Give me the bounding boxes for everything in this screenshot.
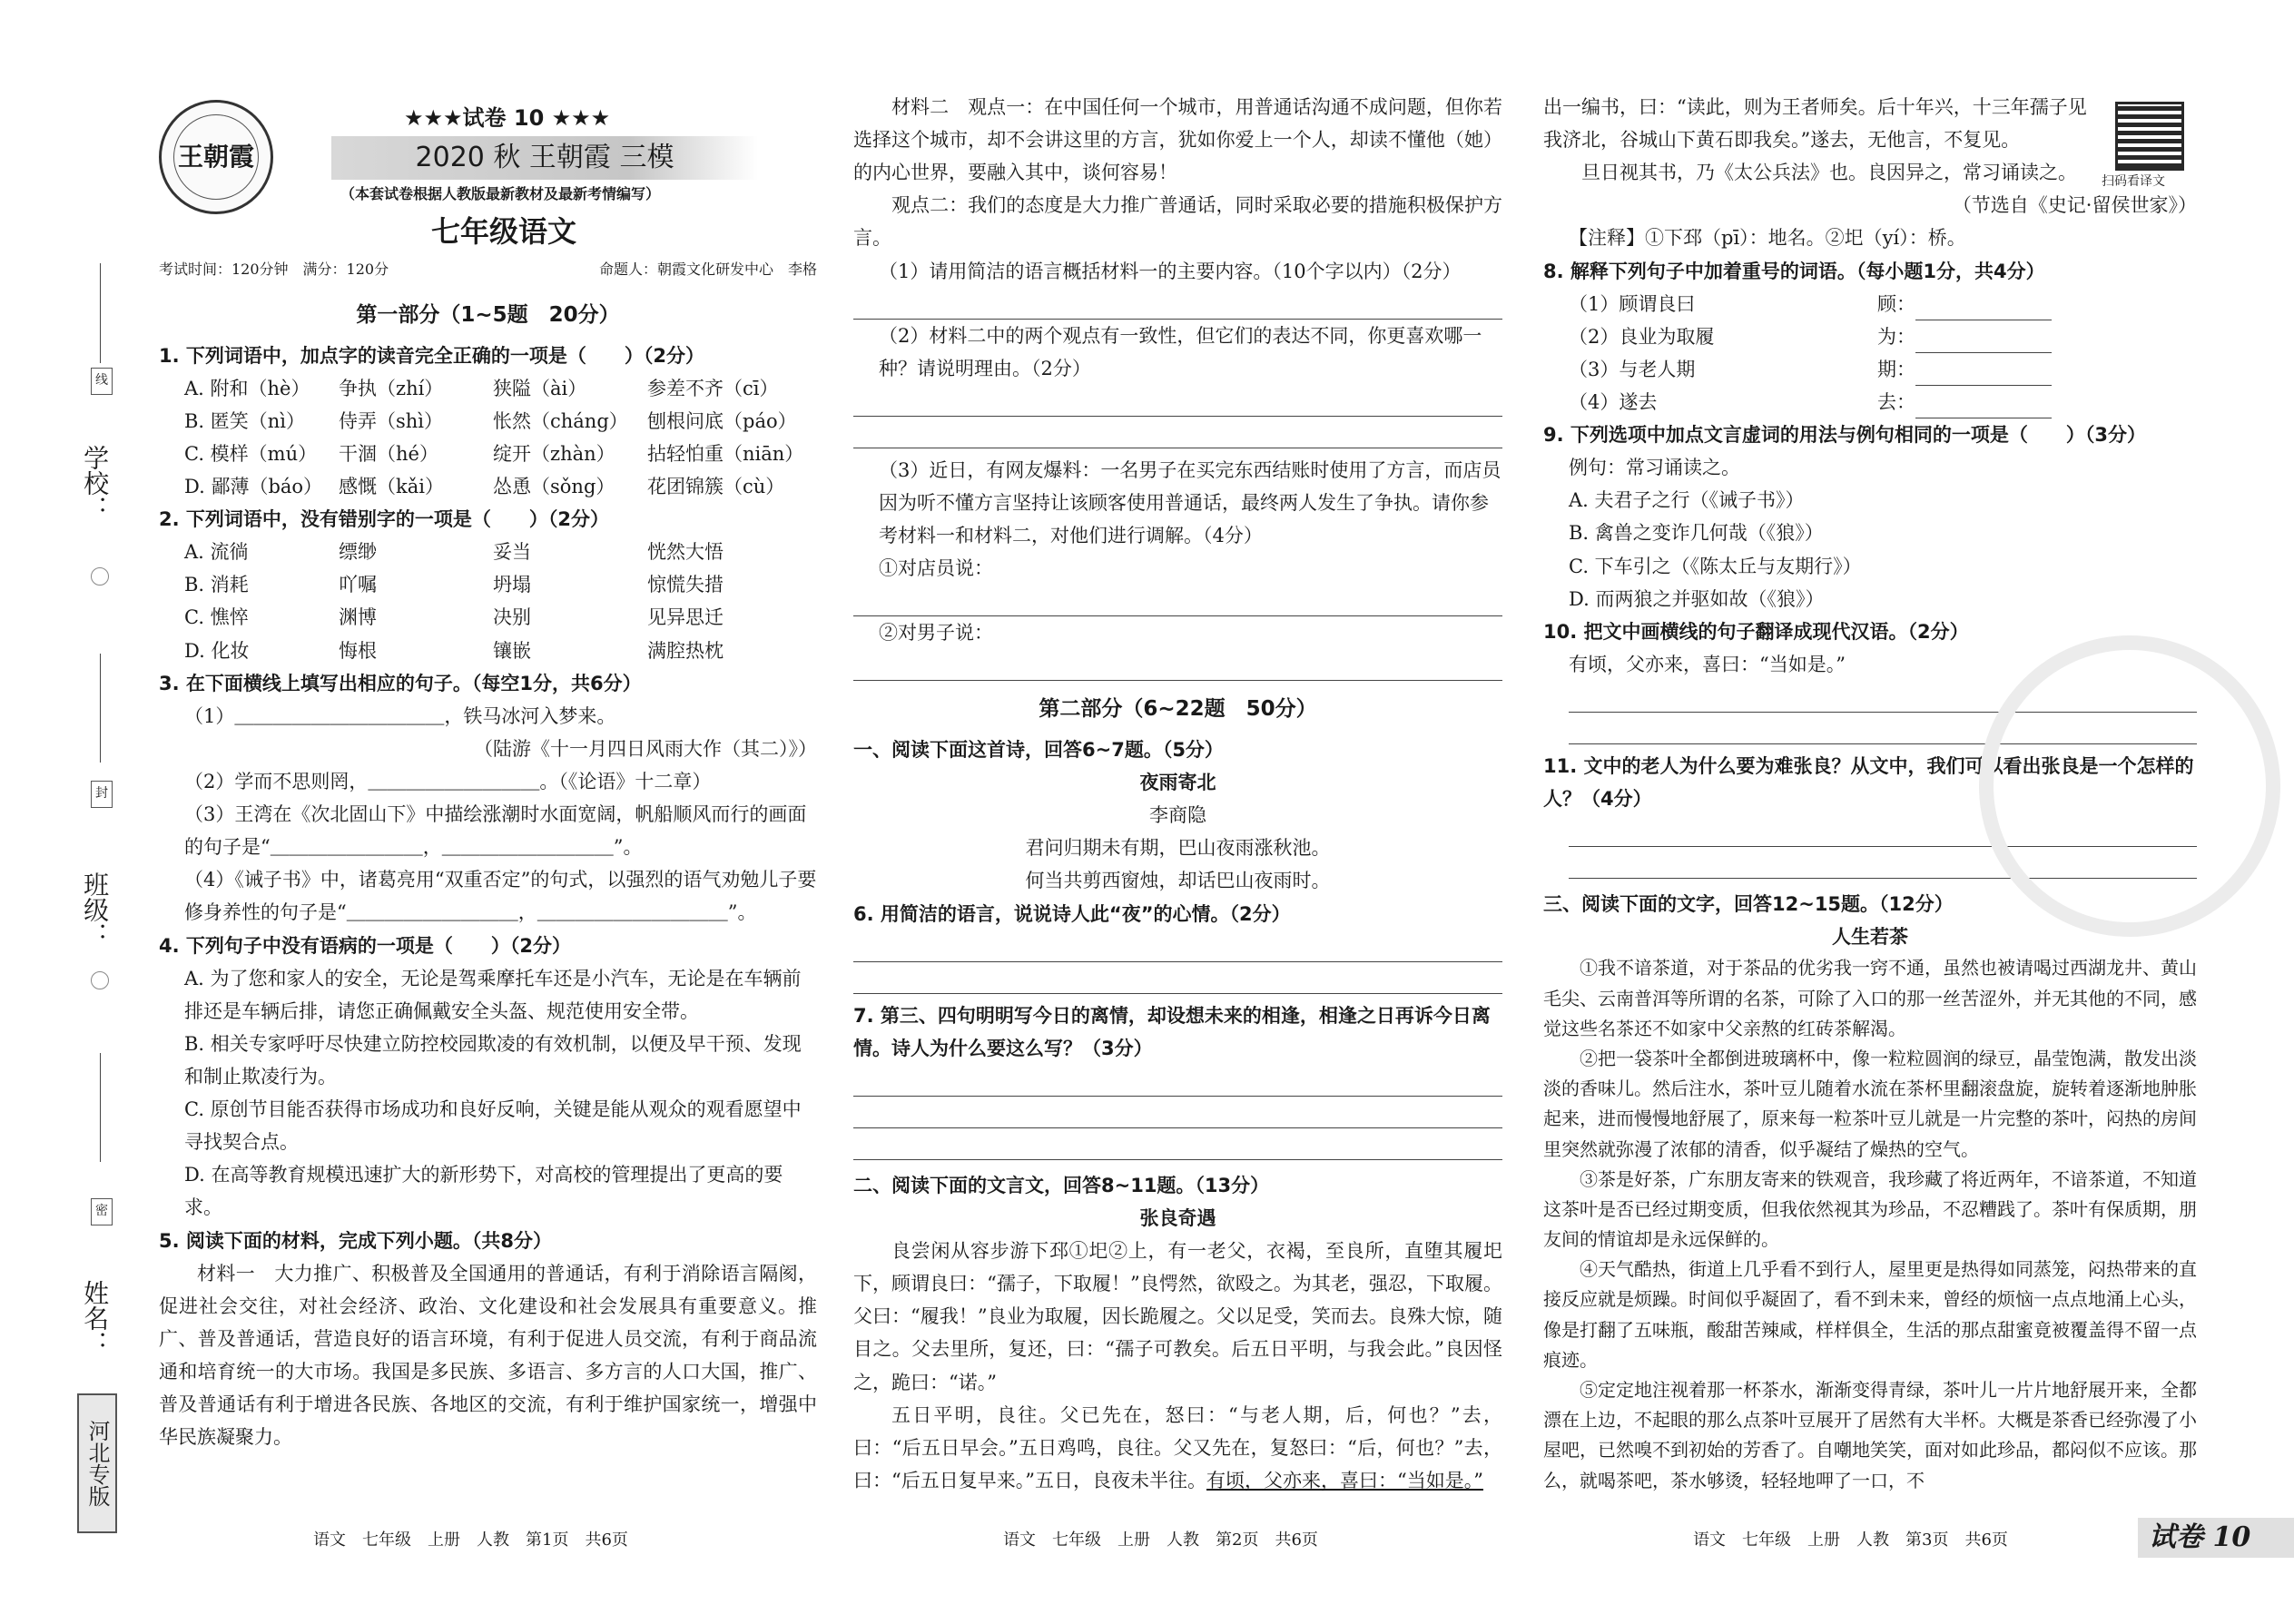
q5-material-1: 材料一 大力推广、积极普及全国通用的普通话，有利于消除语言隔阂，促进社会交往，对社会经济、政治、文化建设和社会发展具有重要意义。推广、普及普通话，营造良好的语言环境，有利于促进人员交流，有利于商品流通和培育统一的大市场。我国是多民族、多语言、多方言的人口大国，推广、普及普通话有利于增进各民族、各地区的交流，有利于维护国家统一，增强中华民族凝聚力。 — [159, 1262, 817, 1449]
q9-example: 例句：常习诵读之。 — [1569, 457, 1740, 479]
q3-stem: 3. 在下面横线上填写出相应的句子。（每空1分，共6分） — [159, 672, 642, 694]
option: 坍塌 — [493, 574, 531, 596]
q3-item-3: （3）王湾在《次北固山下》中描绘涨潮时水面宽阔，帆船顺风而行的画面的句子是“＿＿＿＿＿＿＿＿，＿＿＿＿＿＿＿＿＿”。 — [184, 803, 807, 859]
q5-sub-2: （2）材料二中的两个观点有一致性，但它们的表达不同，你更喜欢哪一种？请说明理由。（2分） — [879, 324, 1482, 379]
q8-stem: 8. 解释下列句子中加着重号的词语。（每小题1分，共4分） — [1543, 260, 2045, 282]
binding-strip — [64, 254, 136, 1525]
option: D. 化妆 — [184, 639, 250, 662]
poem-line-1: 君问归期未有期，巴山夜雨涨秋池。 — [1025, 837, 1331, 860]
essay-para-5: ⑤定定地注视着那一杯茶水，渐渐变得青绿，茶叶儿一片片地舒展开来，全都漂在上边，不起眼的那么点茶叶豆展开了居然有大半杯。大概是茶香已经弥漫了小屋吧，已然嗅不到初始的芳香了。自嘲地笑笑，面对如此珍品，都闷似不应该。那么，就喝茶吧，茶水够烫，轻轻地呷了一口，不 — [1543, 1379, 2197, 1491]
q4-option-c: C. 原创节目能否获得市场成功和良好反响，关键是能从观众的观看愿望中寻找契合点。 — [184, 1098, 802, 1154]
q4-option-d: D. 在高等教育规模迅速扩大的新形势下，对高校的管理提出了更高的要求。 — [184, 1164, 783, 1219]
option: 刨根问底（páo） — [647, 409, 797, 432]
time-info: 考试时间：120分钟 满分：120分 — [159, 261, 389, 278]
q4-option-b: B. 相关专家呼吁尽快建立防控校园欺凌的有效机制，以便及早干预、发现和制止欺凌行为。 — [184, 1032, 802, 1088]
option: 干涸（hé） — [339, 442, 438, 465]
classical-para-2-cont: 出一编书，曰：“读此，则为王者师矣。后十年兴，十三年孺子见我济北，谷城山下黄石即我矣。”遂去，无他言，不复见。 — [1543, 96, 2087, 152]
classical-para-2: 五日平明，良往。父已先在，怒曰：“与老人期，后，何也？”去，曰：“后五日早会。”五日鸡鸣，良往。父又先在，复怒曰：“后，何也？”去，曰：“后五日复早来。”五日，良夜未半往。有顷，父亦来，喜曰：“当如是。” — [853, 1403, 1502, 1491]
poem-author: 李商隐 — [1149, 804, 1206, 827]
q5-material-2b: 观点二：我们的态度是大力推广普通话，同时采取必要的措施积极保护方言。 — [853, 194, 1502, 250]
answer-line[interactable] — [853, 649, 1502, 681]
q3-item-1: （1）＿＿＿＿＿＿＿＿＿＿＿，铁马冰河入梦来。 — [184, 704, 616, 727]
exam-header — [159, 100, 817, 263]
q5-stem: 5. 阅读下面的材料，完成下列小题。（共8分） — [159, 1229, 553, 1252]
q8-item: （4）遂去 去： — [1543, 386, 2197, 418]
seal-mark: 线 — [91, 368, 113, 395]
q11-stem: 11. 文中的老人为什么要为难张良？从文中，我们可以看出张良是一个怎样的人？（4分） — [1543, 754, 2194, 811]
qr-code[interactable] — [2115, 102, 2184, 171]
part2-title: 第二部分（6~22题 50分） — [1039, 697, 1317, 722]
watermark-stamp — [1979, 635, 2280, 937]
exam-tag: 试卷 10 — [2138, 1518, 2294, 1558]
option: 怂恿（sǒng） — [493, 475, 615, 497]
publisher-logo: 王朝霞 — [159, 100, 273, 214]
q10-sentence: 有顷，父亦来，喜曰：“当如是。” — [1569, 653, 1846, 675]
poem-title: 夜雨寄北 — [1139, 772, 1216, 794]
q4-stem: 4. 下列句子中没有语病的一项是（ ）（2分） — [159, 934, 572, 957]
seal-mark: 封 — [91, 781, 113, 808]
q3-item-2: （2）学而不思则罔，＿＿＿＿＿＿＿＿＿。（《论语》十二章） — [184, 770, 712, 792]
option: 满腔热枕 — [647, 639, 724, 662]
essay-para-3: ③茶是好茶，广东朋友寄来的铁观音，我珍藏了将近两年，不谙茶道，不知道这茶叶是否已经过期变质，但我依然视其为珍品，不忍糟践了。茶叶有保质期，朋友间的情谊却是永远保鲜的。 — [1543, 1167, 2197, 1251]
option: 狭隘（ài） — [493, 377, 587, 399]
option: 妥当 — [493, 541, 531, 564]
answer-line[interactable] — [853, 962, 1502, 994]
option: 恍然大悟 — [647, 541, 724, 564]
q1-options — [159, 372, 817, 503]
q9-option-d: D. 而两狼之并驱如故（《狼》） — [1569, 587, 1825, 610]
q5-sub-1: （1）请用简洁的语言概括材料一的主要内容。（10个字以内）（2分） — [879, 260, 1462, 282]
classical-text-title: 张良奇遇 — [1139, 1206, 1216, 1229]
q9-option-a: A. 夫君子之行（《诫子书》） — [1569, 489, 1805, 512]
author-info: 命题人：朝霞文化研发中心 李格 — [598, 261, 817, 278]
q9-stem: 9. 下列选项中加点文言虚词的用法与例句相同的一项是（ ）（3分） — [1543, 424, 2147, 447]
q8-item: （3）与老人期 期： — [1543, 353, 2197, 386]
edition-badge: 河北专版 — [77, 1393, 117, 1533]
essay-para-2: ②把一袋茶叶全都倒进玻璃杯中，像一粒粒圆润的绿豆，晶莹饱满，散发出淡淡的香味儿。然后注水，茶叶豆儿随着水流在茶杯里翻滚盘旋，旋转着逐渐地肿胀起来，进而慢慢地舒展了，原来每一粒茶叶豆儿就是一片完整的茶叶，闷热的房间里突然就弥漫了浓郁的清香，似乎凝结了燥热的空气。 — [1543, 1047, 2197, 1160]
option: 决别 — [493, 606, 531, 629]
answer-line[interactable] — [853, 930, 1502, 962]
option: 拈轻怕重（niān） — [647, 442, 804, 465]
classical-para-1: 良尝闲从容步游下邳①圯②上，有一老父，衣褐，至良所，直堕其履圯下，顾谓良曰：“孺子，下取履！”良愕然，欲殴之。为其老，强忍，下取履。父曰：“履我！”良业为取履，因长跪履之。父以足受，笑而去。良殊大惊，随目之。父去里所，复还，曰：“孺子可教矣。后五日平明，与我会此。”良因怪之，跪曰：“诺。” — [853, 1240, 1502, 1393]
binding-line — [100, 654, 101, 763]
classical-source: （节选自《史记·留侯世家》） — [1952, 194, 2197, 217]
answer-line[interactable] — [853, 1128, 1502, 1160]
exam-subtitle: （本套试卷根据人教版最新教材及最新考情编写） — [340, 185, 661, 202]
option: 感慨（kǎi） — [339, 475, 444, 497]
answer-line[interactable] — [853, 1065, 1502, 1097]
q6-stem: 6. 用简洁的语言，说说诗人此“夜”的心情。（2分） — [853, 902, 1291, 925]
option: B. 消耗 — [184, 574, 249, 596]
q3-item-4: （4）《诫子书》中，诸葛亮用“双重否定”的句式，以强烈的语气劝勉儿子要修身养性的句子是“＿＿＿＿＿＿＿＿＿，＿＿＿＿＿＿＿＿＿＿”。 — [184, 869, 817, 924]
q9-option-c: C. 下车引之（《陈太丘与友期行》） — [1569, 555, 1862, 577]
answer-line[interactable] — [853, 385, 1502, 417]
page-footer-3: 语文 七年级 上册 人教 第3页 共6页 — [1693, 1530, 2008, 1550]
option: 争执（zhí） — [339, 377, 444, 399]
section-1-heading: 一、阅读下面这首诗，回答6~7题。（5分） — [853, 738, 1224, 761]
q3-source: （陆游《十一月四日风雨大作（其二）》） — [474, 737, 817, 760]
q2-options — [159, 536, 817, 666]
underlined-sentence: 有顷，父亦来，喜曰：“当如是。” — [1206, 1469, 1483, 1491]
option: C. 憔悴 — [184, 606, 249, 629]
poem-line-2: 何当共剪西窗烛，却话巴山夜雨时。 — [1025, 870, 1331, 892]
answer-line[interactable] — [853, 288, 1502, 320]
q7-stem: 7. 第三、四句明明写今日的离情，却设想未来的相逢，相逢之日再诉今日离情。诗人为什么要这么写？（3分） — [853, 1004, 1491, 1059]
option: 吖嘱 — [339, 574, 377, 596]
option: 怅然（cháng） — [493, 409, 628, 432]
qr-label: 扫码看译文 — [2102, 174, 2165, 189]
binding-line — [100, 263, 101, 363]
name-label: 姓名： — [80, 1280, 111, 1356]
option: 侍弄（shì） — [339, 409, 444, 432]
q5-sub-3a: ①对店员说： — [879, 557, 993, 580]
option: 参差不齐（cī） — [647, 377, 779, 399]
answer-line[interactable] — [853, 417, 1502, 448]
q4-option-a: A. 为了您和家人的安全，无论是驾乘摩托车还是小汽车，无论是在车辆前排还是车辆后排，请您正确佩戴安全头盔、规范使用安全带。 — [184, 967, 802, 1022]
school-label: 学校： — [80, 445, 111, 521]
exam-info — [159, 257, 817, 282]
section-2-heading: 二、阅读下面的文言文，回答8~11题。（13分） — [853, 1174, 1270, 1196]
classical-notes: 【注释】①下邳（pī）：地名。②圯（yí）：桥。 — [1569, 227, 1966, 250]
answer-line[interactable] — [853, 1097, 1502, 1128]
option: 见异思迁 — [647, 606, 724, 629]
answer-line[interactable] — [853, 585, 1502, 616]
option: D. 鄙薄（báo） — [184, 475, 323, 497]
q8-items — [1543, 288, 2197, 418]
section-3-heading: 三、阅读下面的文字，回答12~15题。（12分） — [1543, 893, 1954, 916]
essay-title: 人生若茶 — [1832, 926, 1908, 949]
q10-stem: 10. 把文中画横线的句子翻译成现代汉语。（2分） — [1543, 620, 1969, 643]
page-footer-2: 语文 七年级 上册 人教 第2页 共6页 — [1003, 1530, 1318, 1550]
option: 镶嵌 — [493, 639, 531, 662]
binding-hole — [91, 971, 109, 989]
page-footer-1: 语文 七年级 上册 人教 第1页 共6页 — [313, 1530, 628, 1550]
option: 花团锦簇（cù） — [647, 475, 785, 497]
grade-title: 七年级语文 — [431, 214, 577, 249]
essay-body — [1543, 953, 2197, 1495]
option: B. 匿笑（nì） — [184, 409, 306, 432]
exam-number: ★★★试卷 10 ★★★ — [404, 105, 611, 131]
q9-option-b: B. 禽兽之变诈几何哉（《狼》） — [1569, 522, 1824, 545]
column-1 — [159, 292, 817, 1453]
q2-stem: 2. 下列词语中，没有错别字的一项是（ ）（2分） — [159, 508, 610, 531]
binding-line — [100, 1053, 101, 1162]
essay-para-4: ④天气酷热，街道上几乎看不到行人，屋里更是热得如同蒸笼，闷热带来的直接反应就是烦躁。时间似乎凝固了，看不到未来，曾经的烦恼一点点地涌上心头，像是打翻了五味瓶，酸甜苦辣咸，样样俱全，生活的那点甜蜜竟被覆盖得不留一点痕迹。 — [1543, 1258, 2197, 1371]
option: A. 附和（hè） — [184, 377, 310, 399]
option: 绽开（zhàn） — [493, 442, 615, 465]
column-2 — [853, 91, 1502, 1497]
q5-sub-3: （3）近日，有网友爆料：一名男子在买完东西结账时使用了方言，而店员因为听不懂方言坚持让该顾客使用普通话，最终两人发生了争执。请你参考材料一和材料二，对他们进行调解。（4分） — [879, 458, 1501, 547]
q1-stem: 1. 下列词语中，加点字的读音完全正确的一项是（ ）（2分） — [159, 344, 705, 367]
classical-para-3: 旦日视其书，乃《太公兵法》也。良因异之，常习诵读之。 — [1581, 162, 2077, 184]
q8-item: （2）良业为取履 为： — [1543, 320, 2197, 353]
option: 惊慌失措 — [647, 574, 724, 596]
part1-title: 第一部分（1~5题 20分） — [356, 303, 620, 327]
option: C. 模样（mú） — [184, 442, 318, 465]
q5-material-2: 材料二 观点一：在中国任何一个城市，用普通话沟通不成问题，但你若选择这个城市，却不会讲这里的方言，犹如你爱上一个人，却读不懂他（她）的内心世界，要融入其中，谈何容易！ — [853, 96, 1502, 184]
option: 缥缈 — [339, 541, 377, 564]
essay-para-1: ①我不谙茶道，对于茶品的优劣我一窍不通，虽然也被请喝过西湖龙井、黄山毛尖、云南普洱等所谓的名茶，可除了入口的那一丝苦涩外，并无其他的不同，感觉这些名茶还不如家中父亲熬的红砖茶解渴。 — [1543, 957, 2197, 1039]
option: 悔根 — [339, 639, 377, 662]
q5-sub-3b: ②对男子说： — [879, 622, 993, 645]
class-label: 班级： — [80, 871, 111, 948]
option: A. 流徜 — [184, 541, 249, 564]
exam-title: 2020 秋 王朝霞 三模 — [331, 136, 758, 180]
seal-mark: 密 — [91, 1198, 113, 1225]
binding-hole — [91, 567, 109, 586]
q8-item: （1）顾谓良曰 顾： — [1543, 288, 2197, 320]
option: 渊博 — [339, 606, 377, 629]
